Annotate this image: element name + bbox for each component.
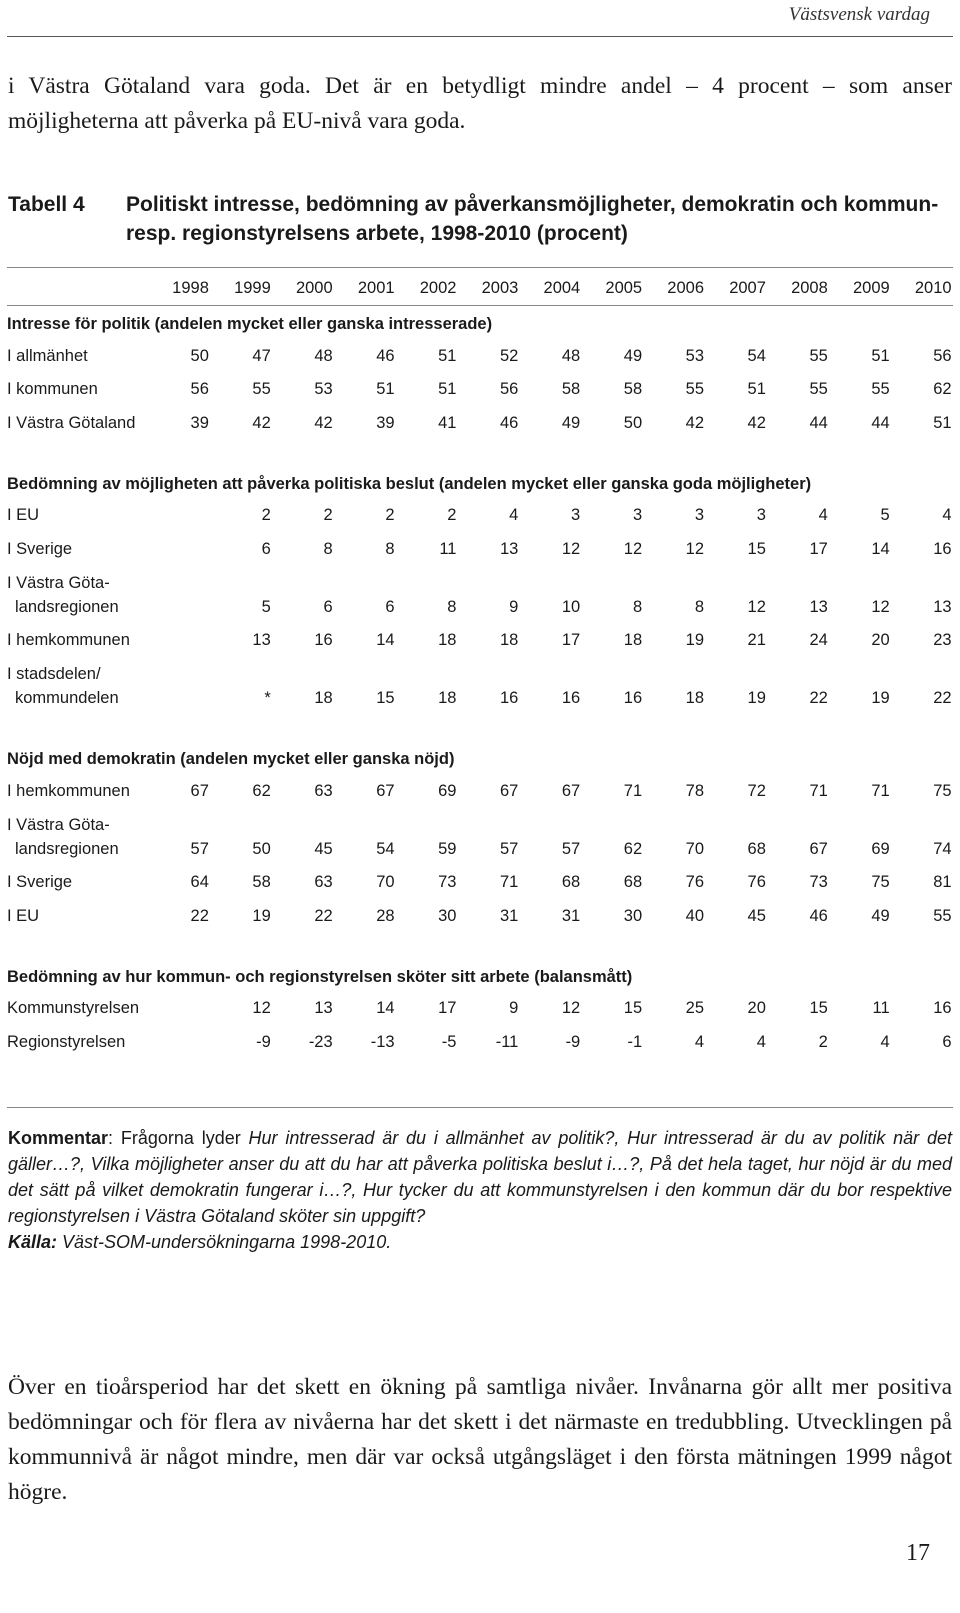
value-cell: 67 (809, 839, 828, 858)
section-title: Intresse för politik (andelen mycket eller ganska intresserade) (7, 315, 493, 333)
year-header: 2007 (729, 279, 766, 297)
table-row (7, 987, 953, 1021)
value-cell: 11 (439, 539, 457, 558)
row-label-line: I Västra Göta- (7, 815, 110, 834)
value-cell: 46 (376, 346, 395, 365)
value-cell: 57 (561, 839, 581, 858)
row-label-line: I Västra Götaland (7, 413, 136, 432)
value-cell: 20 (871, 631, 890, 649)
value-cell: -9 (565, 1032, 581, 1051)
value-cell: 19 (685, 631, 705, 649)
row-label-line: I allmänhet (7, 346, 88, 365)
value-cell: 8 (694, 597, 705, 616)
value-cell: 16 (623, 689, 643, 707)
value-cell: 9 (509, 999, 519, 1017)
table-header-row (7, 270, 953, 300)
year-header: 2008 (791, 279, 828, 297)
value-cell: 5 (261, 597, 271, 616)
value-cell: 51 (871, 346, 890, 365)
value-cell: 13 (499, 539, 519, 558)
value-cell: 42 (314, 413, 333, 432)
value-cell: -9 (256, 1032, 271, 1051)
value-cell: 15 (747, 539, 766, 558)
value-cell: 45 (314, 839, 333, 858)
year-header: 2000 (295, 279, 333, 297)
value-cell: 4 (509, 506, 519, 524)
value-cell: 4 (694, 1032, 705, 1051)
table-row (7, 334, 953, 368)
value-cell: 59 (438, 839, 457, 858)
year-header: 2004 (543, 279, 581, 297)
row-label (7, 537, 147, 561)
value-cell: 2 (385, 506, 395, 524)
row-label (7, 870, 147, 894)
row-label (7, 344, 147, 368)
table-row (7, 527, 953, 561)
value-cell: -5 (441, 1032, 457, 1051)
value-cell: 71 (499, 873, 519, 891)
value-cell: 18 (314, 689, 333, 707)
value-cell: 17 (809, 539, 828, 558)
value-cell: 15 (809, 999, 828, 1017)
value-cell: 81 (933, 873, 952, 891)
value-cell: 6 (261, 539, 271, 558)
value-cell: 51 (438, 380, 457, 398)
value-cell: 39 (376, 413, 395, 432)
section-title: Bedömning av hur kommun- och regionstyrelsen sköter sitt arbete (balansmått) (7, 967, 633, 986)
value-cell: 30 (623, 906, 643, 925)
value-cell: 56 (499, 380, 519, 398)
kommentar-label: Kommentar (8, 1128, 109, 1148)
value-cell: 64 (190, 873, 209, 891)
table-caption-text: Politiskt intresse, bedömning av påverkansmöjligheter, demokratin och kommun- resp. regionstyrelsens arbete, 1998-2010 (procent) (126, 193, 939, 245)
value-cell: 15 (376, 689, 395, 707)
value-cell: 14 (376, 631, 395, 649)
table-note (8, 1125, 952, 1255)
value-cell: 3 (756, 506, 766, 524)
value-cell: 12 (561, 999, 581, 1017)
running-head: Västsvensk vardag (788, 4, 930, 25)
value-cell: 50 (252, 839, 271, 858)
value-cell: 48 (561, 346, 581, 365)
value-cell: 2 (261, 506, 271, 524)
value-cell: 16 (499, 689, 519, 707)
table-row (7, 494, 953, 528)
value-cell: 4 (880, 1032, 890, 1051)
row-label-line: Regionstyrelsen (7, 1032, 126, 1051)
value-cell: 21 (747, 631, 766, 649)
row-label-line: I EU (7, 906, 40, 925)
source-label: Källa: (8, 1232, 58, 1252)
value-cell: 58 (623, 380, 643, 398)
value-cell: 55 (809, 380, 828, 398)
value-cell: 13 (252, 631, 271, 649)
year-header: 2002 (419, 279, 457, 297)
row-label (7, 779, 147, 803)
value-cell: 56 (190, 380, 209, 398)
value-cell: 46 (809, 906, 828, 925)
year-header: 1998 (172, 279, 209, 297)
value-cell: 50 (623, 413, 643, 432)
value-cell: 42 (747, 413, 766, 432)
value-cell: 56 (933, 346, 952, 365)
value-cell: 41 (438, 413, 457, 432)
value-cell: 13 (933, 597, 952, 616)
value-cell: 53 (685, 346, 705, 365)
value-cell: 44 (809, 413, 828, 432)
value-cell: 63 (314, 781, 333, 800)
value-cell: 18 (438, 689, 457, 707)
value-cell: 2 (818, 1032, 828, 1051)
row-label-line: I hemkommunen (7, 781, 130, 800)
table-row (7, 1020, 953, 1054)
value-cell: 71 (809, 781, 828, 800)
row-label-line: I hemkommunen (7, 631, 130, 649)
row-label (7, 1030, 147, 1054)
value-cell: 68 (747, 839, 766, 858)
value-cell: 51 (438, 346, 457, 365)
year-header: 2005 (605, 279, 643, 297)
value-cell: 4 (942, 506, 952, 524)
value-cell: 16 (933, 539, 952, 558)
kommentar-questions: Hur intresserad är du i allmänhet av politik?, Hur intresserad är du av politik när det gäller…?, Vilka möjligheter anser du att du har att påverka politiska beslut i…?, På det hela taget, hur nöjd är du med det sätt på vilket demokratin fungerar i…?, Hur tycker du att kommunstyrelsen i den kommun där du bor respektive regionstyrelsen i Västra Götaland sköter sin uppgift? (8, 1128, 952, 1226)
value-cell: 31 (499, 906, 519, 925)
value-cell: -23 (308, 1032, 333, 1051)
value-cell: 19 (871, 689, 890, 707)
value-cell: 70 (376, 873, 395, 891)
value-cell: 51 (933, 413, 952, 432)
value-cell: 13 (314, 999, 333, 1017)
year-header: 1999 (234, 279, 271, 297)
value-cell: 78 (685, 781, 705, 800)
table-top-rule (7, 267, 953, 268)
row-label (7, 377, 147, 401)
value-cell: 70 (685, 839, 705, 858)
value-cell: 17 (561, 631, 581, 649)
value-cell: * (264, 689, 271, 707)
table-caption (8, 190, 952, 248)
row-label (7, 503, 147, 527)
value-cell: 25 (685, 999, 705, 1017)
value-cell: 12 (747, 597, 766, 616)
value-cell: 55 (871, 380, 890, 398)
table-row (7, 769, 953, 803)
row-label-line: I EU (7, 506, 40, 524)
row-label-line: landsregionen (15, 597, 119, 616)
value-cell: 30 (438, 906, 457, 925)
value-cell: 62 (933, 380, 952, 398)
value-cell: 28 (376, 906, 395, 925)
section-title: Nöjd med demokratin (andelen mycket eller ganska nöjd) (7, 750, 455, 768)
value-cell: 15 (623, 999, 643, 1017)
kommentar-intro: : Frågorna lyder (108, 1128, 249, 1148)
table-row (7, 652, 953, 710)
outro-paragraph: Över en tioårsperiod har det skett en ökning på samtliga nivåer. Invånarna gör allt mer positiva bedömningar och för flera av nivåerna har det skett i det närmaste en tredubbling. Utvecklingen på kommunnivå är något mindre, men där var också utgångsläget i den första mätningen 1999 något högre. (8, 1374, 952, 1505)
row-label (7, 996, 147, 1020)
section-title: Bedömning av möjligheten att påverka politiska beslut (andelen mycket eller ganska goda möjligheter) (7, 474, 812, 493)
value-cell: 6 (385, 597, 395, 616)
value-cell: 17 (438, 999, 457, 1017)
value-cell: 2 (447, 506, 457, 524)
data-table (7, 270, 953, 1054)
value-cell: 18 (438, 631, 457, 649)
value-cell: 2 (323, 506, 333, 524)
source-text: Väst-SOM-undersökningarna 1998-2010. (57, 1232, 392, 1252)
value-cell: 62 (623, 839, 643, 858)
value-cell: 50 (190, 346, 209, 365)
value-cell: 20 (747, 999, 766, 1017)
value-cell: 3 (571, 506, 581, 524)
value-cell: 3 (694, 506, 705, 524)
value-cell: 12 (252, 999, 271, 1017)
value-cell: 75 (933, 781, 952, 800)
row-label-line: I stadsdelen/ (7, 665, 101, 683)
value-cell: 63 (314, 873, 333, 891)
value-cell: 23 (933, 631, 952, 649)
value-cell: 5 (880, 506, 890, 524)
value-cell: 24 (809, 631, 828, 649)
value-cell: 47 (252, 346, 271, 365)
value-cell: 75 (871, 873, 890, 891)
page-number: 17 (906, 1540, 930, 1566)
value-cell: 4 (818, 506, 828, 524)
row-label-line: I Västra Göta- (7, 573, 110, 592)
row-label (7, 904, 147, 928)
value-cell: 49 (561, 413, 581, 432)
value-cell: 62 (252, 781, 271, 800)
row-label-line: I Sverige (7, 539, 73, 558)
value-cell: 54 (376, 839, 395, 858)
value-cell: 16 (561, 689, 581, 707)
value-cell: 76 (685, 873, 705, 891)
table-row (7, 803, 953, 861)
value-cell: 69 (438, 781, 457, 800)
value-cell: 69 (871, 839, 890, 858)
value-cell: 58 (561, 380, 581, 398)
value-cell: 8 (632, 597, 643, 616)
value-cell: 54 (747, 346, 766, 365)
value-cell: 14 (376, 999, 395, 1017)
value-cell: 40 (685, 906, 705, 925)
table-bottom-rule (7, 1107, 953, 1108)
value-cell: -13 (370, 1032, 395, 1051)
value-cell: 4 (756, 1032, 766, 1051)
value-cell: 55 (685, 380, 705, 398)
value-cell: 73 (809, 873, 828, 891)
value-cell: 67 (499, 781, 519, 800)
value-cell: 55 (809, 346, 828, 365)
value-cell: 19 (747, 689, 766, 707)
value-cell: 49 (623, 346, 643, 365)
value-cell: -1 (627, 1032, 643, 1051)
value-cell: 12 (623, 539, 643, 558)
value-cell: 13 (809, 597, 828, 616)
value-cell: 57 (190, 839, 209, 858)
value-cell: 67 (561, 781, 581, 800)
table-row (7, 861, 953, 895)
year-header: 2001 (357, 279, 395, 297)
value-cell: 55 (933, 906, 952, 925)
value-cell: 16 (314, 631, 333, 649)
row-label (7, 411, 147, 435)
row-label (7, 813, 147, 861)
value-cell: 12 (871, 597, 890, 616)
value-cell: 16 (933, 999, 952, 1017)
section-gap (7, 710, 953, 735)
value-cell: 9 (509, 597, 519, 616)
value-cell: -11 (495, 1032, 519, 1051)
value-cell: 18 (685, 689, 705, 707)
value-cell: 76 (747, 873, 766, 891)
value-cell: 8 (323, 539, 333, 558)
value-cell: 18 (623, 631, 643, 649)
value-cell: 39 (190, 413, 209, 432)
value-cell: 57 (499, 839, 519, 858)
row-label-line: I kommunen (7, 380, 98, 398)
row-label-line: I Sverige (7, 873, 73, 891)
value-cell: 42 (252, 413, 271, 432)
value-cell: 51 (747, 380, 766, 398)
table-row (7, 619, 953, 653)
value-cell: 18 (499, 631, 519, 649)
value-cell: 31 (561, 906, 581, 925)
value-cell: 68 (623, 873, 643, 891)
table-row (7, 894, 953, 928)
value-cell: 14 (871, 539, 890, 558)
header-rule (7, 36, 953, 37)
value-cell: 12 (561, 539, 581, 558)
value-cell: 19 (252, 906, 271, 925)
value-cell: 22 (933, 689, 952, 707)
value-cell: 46 (499, 413, 519, 432)
value-cell: 55 (252, 380, 271, 398)
value-cell: 74 (933, 839, 952, 858)
intro-paragraph: i Västra Götaland vara goda. Det är en betydligt mindre andel – 4 procent – som anser möjligheterna att påverka på EU-nivå vara goda. (8, 73, 952, 134)
section-gap (7, 435, 953, 460)
value-cell: 71 (623, 781, 643, 800)
row-label-line: landsregionen (15, 839, 119, 858)
row-label (7, 628, 147, 652)
value-cell: 8 (447, 597, 457, 616)
value-cell: 45 (747, 906, 766, 925)
table-row (7, 561, 953, 619)
row-label (7, 662, 147, 710)
value-cell: 22 (314, 906, 333, 925)
table-row (7, 368, 953, 402)
value-cell: 3 (632, 506, 643, 524)
value-cell: 42 (685, 413, 705, 432)
value-cell: 12 (685, 539, 705, 558)
row-label (7, 571, 147, 619)
value-cell: 73 (438, 873, 457, 891)
value-cell: 67 (376, 781, 395, 800)
value-cell: 72 (747, 781, 766, 800)
table-row (7, 401, 953, 435)
value-cell: 44 (871, 413, 890, 432)
value-cell: 22 (809, 689, 828, 707)
row-label-line: kommundelen (15, 689, 119, 707)
year-header: 2006 (667, 279, 705, 297)
value-cell: 48 (314, 346, 333, 365)
year-header: 2003 (481, 279, 519, 297)
value-cell: 71 (871, 781, 890, 800)
value-cell: 6 (942, 1032, 952, 1051)
value-cell: 8 (385, 539, 395, 558)
year-header: 2010 (914, 279, 952, 297)
value-cell: 67 (190, 781, 209, 800)
value-cell: 49 (871, 906, 890, 925)
value-cell: 58 (252, 873, 271, 891)
table-label: Tabell 4 (8, 193, 85, 216)
value-cell: 53 (314, 380, 333, 398)
value-cell: 10 (561, 597, 581, 616)
row-label-line: Kommunstyrelsen (7, 999, 140, 1017)
value-cell: 11 (872, 999, 890, 1017)
value-cell: 51 (376, 380, 395, 398)
year-header: 2009 (852, 279, 890, 297)
value-cell: 52 (499, 346, 519, 365)
section-gap (7, 928, 953, 953)
value-cell: 6 (323, 597, 333, 616)
value-cell: 22 (190, 906, 209, 925)
value-cell: 68 (561, 873, 581, 891)
